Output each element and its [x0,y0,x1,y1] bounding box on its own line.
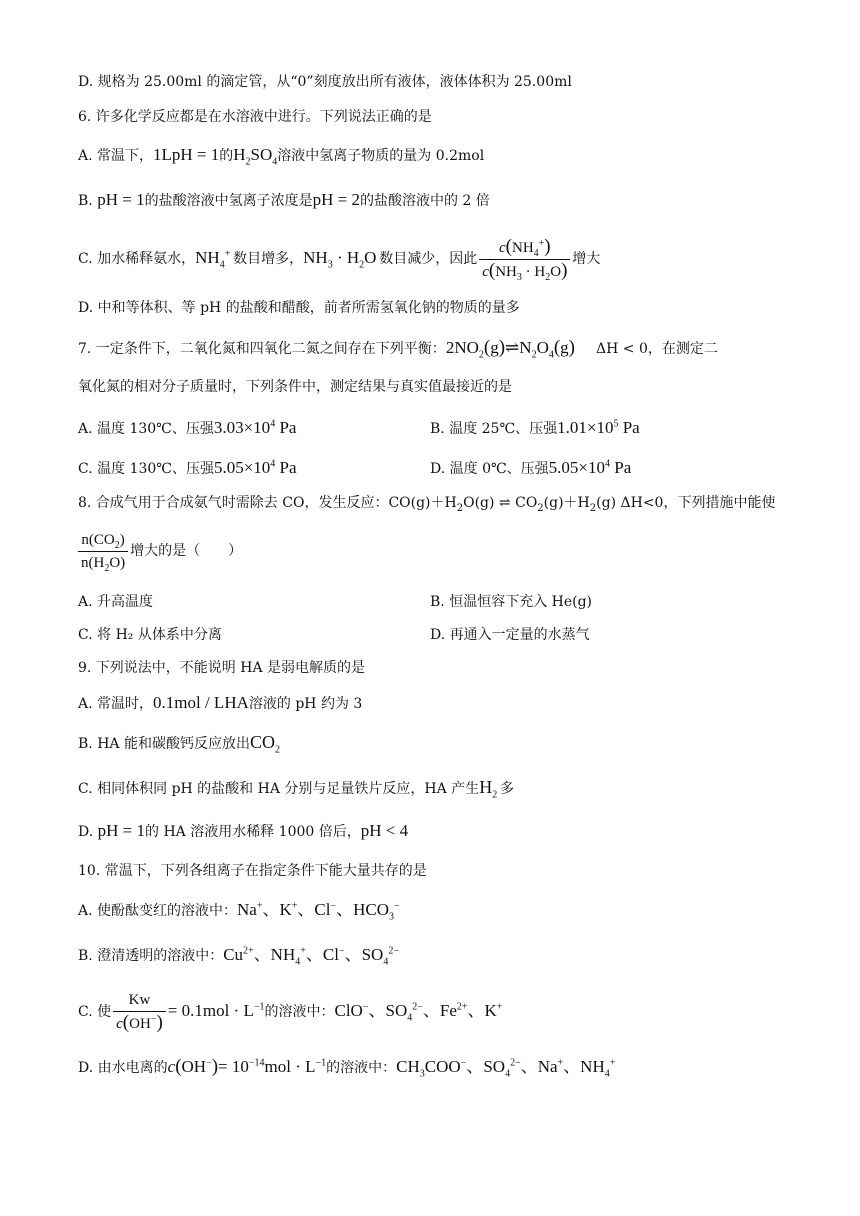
q10-option-b: B. 澄清透明的溶液中：$Cu^{2+}$、$NH_4^+$、Cl−、$SO_4^{2-}$ [78,945,399,968]
q8-stem-line2: $\frac{n(CO_2)}{n(H_2O)}$ 增大的是（ ） [78,528,242,574]
q5-option-d: D. 规格为 25.00ml 的滴定管，从“0”刻度放出所有液体，液体体积为 25.00ml [78,74,572,90]
q8-option-c: C. 将 H₂ 从体系中分离 [78,627,222,643]
q7-stem-line2: 氧化氮的相对分子质量时，下列条件中，测定结果与真实值最接近的是 [78,379,512,395]
q8-option-b: B. 恒温恒容下充入 He(g) [430,594,593,610]
q10-stem: 10. 常温下，下列各组离子在指定条件下能大量共存的是 [78,863,427,879]
q6-c-fraction: $\frac{c(NH_4^+)}{c(NH_3 \cdot H_2O)}$ [479,237,570,282]
q7-option-c: C. 温度 130℃、压强$5.05\times 10^4$ Pa [78,458,297,477]
q9-option-d: D. pH = 1的 HA 溶液用水稀释 1000 倍后，pH < 4 [78,821,409,840]
q6-option-b: B. pH = 1的盐酸溶液中氢离子浓度是pH = 2的盐酸溶液中的 2 倍 [78,190,490,209]
q7-option-d: D. 温度 0℃、压强$5.05\times 10^4$ Pa [430,458,632,477]
q7-option-b: B. 温度 25℃、压强$1.01\times 10^5$ Pa [430,418,640,437]
q6-option-c: C. 加水稀释氨水，$NH_4^+$ 数目增多，$NH_3 \cdot H_2O$ 数目减少，因此 $\frac{c(NH_4^+)}{c(NH_3 \cdot H_2O)}$ 增大 [78,235,601,283]
q6-stem: 6. 许多化学反应都是在水溶液中进行。下列说法正确的是 [78,109,432,125]
q6-option-d: D. 中和等体积、等 pH 的盐酸和醋酸，前者所需氢氧化钠的物质的量多 [78,300,520,316]
q7-option-a: A. 温度 130℃、压强$3.03\times 10^4$ Pa [78,418,297,437]
q8-stem: 8. 合成气用于合成氨气时需除去 CO，发生反应：$CO(g)+H_2O(g)$ ⇌ $CO_2(g)+H_2(g)$ ΔH<0，下列措施中能使 [78,495,776,514]
q6-option-a: A. 常温下，1LpH = 1的$H_2SO_4$溶液中氢离子物质的量为 0.2mol [78,145,485,168]
q9-option-c: C. 相同体积同 pH 的盐酸和 HA 分别与足量铁片反应，HA 产生$H_2$ 多 [78,777,514,801]
q10-option-a: A. 使酚酞变红的溶液中：Na+、K+、Cl−、$HCO_3^-$ [78,900,400,923]
q10-c-fraction: $\frac{Kw}{c(OH^-)}$ [113,990,166,1034]
q9-option-a: A. 常温时，0.1mol / LHA溶液的 pH 约为 3 [78,693,363,712]
q10-option-c: C. 使 $\frac{Kw}{c(OH^-)}$ = $0.1mol \cdot L^{-1}$的溶液中：ClO−、$SO_4^{2-}$、$Fe^{2+}$、K+ [78,992,503,1033]
q8-fraction: $\frac{n(CO_2)}{n(H_2O)}$ [78,530,128,573]
q9-option-b: B. HA 能和碳酸钙反应放出$CO_2$ [78,732,280,756]
q9-stem: 9. 下列说法中，不能说明 HA 是弱电解质的是 [78,660,366,676]
q10-option-d: D. 由水电离的$c(OH^-)= 10^{-14}mol \cdot L^{-1}$的溶液中：$CH_3COO^-$、$SO_4^{2-}$、Na+、$NH_4^+$ [78,1056,616,1080]
q8-option-a: A. 升高温度 [78,594,154,610]
q7-stem: 7. 一定条件下，二氧化氮和四氧化二氮之间存在下列平衡：$2NO_2(g)\rightleftharpoons N_2O_4(g)$ ΔH < 0，在测定二 [78,337,718,361]
q8-option-d: D. 再通入一定量的水蒸气 [430,627,590,643]
